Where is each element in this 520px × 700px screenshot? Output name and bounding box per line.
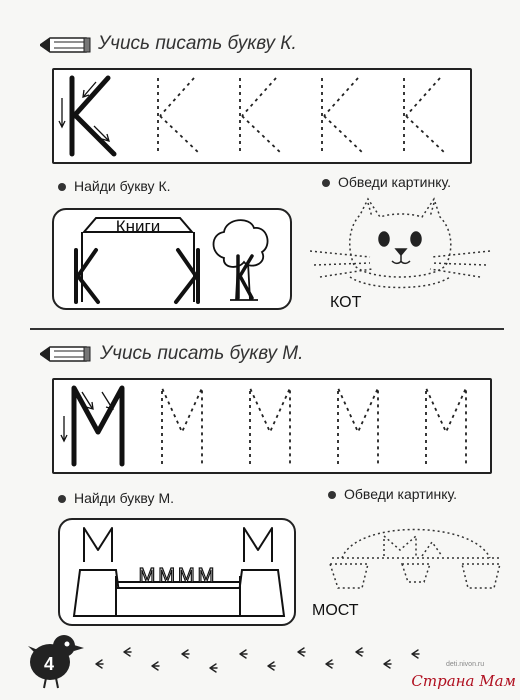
- castle-letters: ММММ: [138, 565, 218, 587]
- watermark: [408, 672, 516, 690]
- section-divider: [30, 328, 504, 330]
- letter-k-tracing-row: [52, 68, 472, 164]
- watermark-site: deti.nivon.ru: [446, 661, 485, 668]
- pencil-icon: [40, 345, 92, 363]
- letter-k-tracing: [54, 70, 470, 162]
- tree-picture: [214, 220, 268, 300]
- dotted-letter-k: [158, 78, 446, 154]
- hidden-letter-k-left: [76, 250, 98, 302]
- bird-icon: [26, 628, 88, 692]
- watermark-brand: Страна Мам: [411, 672, 516, 690]
- find-k-picture: [52, 208, 292, 310]
- books-label: Книги: [115, 217, 161, 236]
- bridge-caption: МОСТ: [312, 602, 359, 619]
- model-letter-k: [72, 78, 114, 154]
- section-k-title: Учись писать букву К.: [98, 33, 297, 54]
- find-m-instruction: Найди букву М.: [58, 490, 174, 506]
- bullet-icon: [328, 491, 336, 499]
- tower-letter-m: [84, 528, 272, 562]
- letter-m-tracing-row: [52, 378, 492, 474]
- bullet-icon: [58, 495, 66, 503]
- trace-cat-instruction: Обведи картинку.: [322, 174, 451, 190]
- letter-m-tracing: [54, 380, 490, 472]
- model-letter-m: [74, 388, 122, 464]
- bridge-tracing-picture: [328, 512, 504, 602]
- dotted-letter-m: [162, 388, 466, 464]
- bullet-icon: [58, 183, 66, 191]
- bullet-icon: [322, 179, 330, 187]
- pencil-icon: [40, 36, 92, 54]
- cat-face: [379, 232, 421, 263]
- find-m-picture: [58, 518, 296, 626]
- page-number: 4: [43, 654, 55, 674]
- section-m-title: Учись писать букву М.: [100, 343, 304, 364]
- cat-caption: КОТ: [330, 294, 362, 311]
- cat-tracing-picture: [310, 195, 500, 291]
- trace-bridge-instruction: Обведи картинку.: [328, 486, 457, 502]
- find-k-instruction: Найди букву К.: [58, 178, 171, 194]
